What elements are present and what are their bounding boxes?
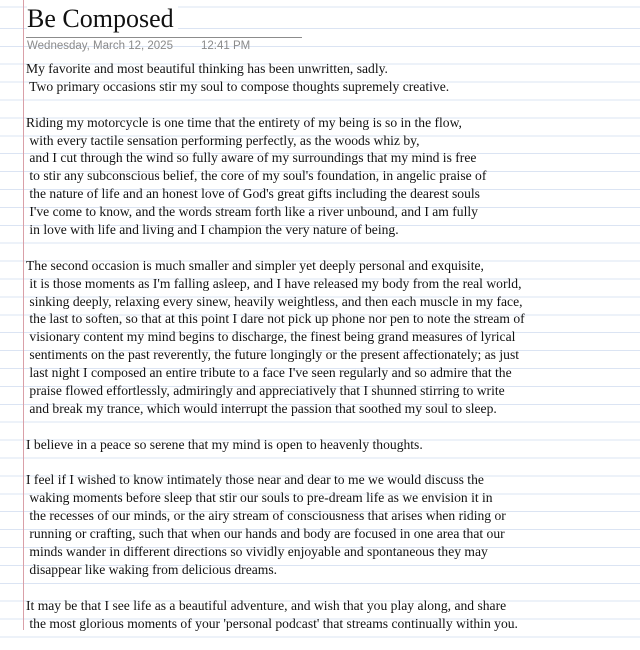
note-date: Wednesday, March 12, 2025 (27, 40, 173, 52)
note-paragraph (26, 114, 638, 239)
note-title[interactable]: Be Composed (27, 4, 178, 34)
note-text-line: visionary content my mind begins to discharge, the finest being grand measures of lyrical (26, 329, 516, 345)
note-paragraph (26, 471, 638, 578)
note-text-line: in love with life and living and I champion the very nature of being. (26, 222, 399, 238)
note-text-line: Riding my motorcycle is one time that the entirety of my being is so in the flow, (26, 114, 462, 130)
note-text-line: the recesses of our minds, or the airy stream of consciousness that arises when riding or (26, 508, 506, 524)
note-timestamp (27, 40, 250, 52)
note-text-line: waking moments before sleep that stir our souls to pre-dream life as we envision it in (26, 490, 493, 506)
note-text-line: last night I composed an entire tribute to a face I've seen regularly and so admire that the (26, 365, 512, 381)
note-text-line: I believe in a peace so serene that my mind is open to heavenly thoughts. (26, 436, 423, 452)
note-paragraph (26, 60, 638, 96)
note-text-line: It may be that I see life as a beautiful adventure, and wish that you play along, and share (26, 597, 507, 613)
note-time: 12:41 PM (200, 40, 251, 52)
note-text-line: The second occasion is much smaller and simpler yet deeply personal and exquisite, (26, 257, 484, 273)
note-paragraph (26, 257, 638, 418)
note-body[interactable] (26, 60, 638, 650)
note-text-line: sinking deeply, relaxing every sinew, heavily weightless, and then each muscle in my face, (26, 293, 523, 309)
title-divider (26, 37, 302, 38)
note-text-line: and I cut through the wind so fully aware of my surroundings that my mind is free (26, 150, 477, 166)
note-text-line: the most glorious moments of your 'personal podcast' that streams continually within you. (26, 615, 518, 631)
note-text-line: praise flowed effortlessly, admiringly and appreciatively that I shunned stirring to write (26, 383, 505, 399)
note-text-line: minds wander in different directions so vividly enjoyable and spontaneous they may (26, 544, 488, 560)
note-text-line: the last to soften, so that at this point I dare not pick up phone nor pen to note the stream of (26, 311, 525, 327)
note-paragraph (26, 436, 638, 454)
note-text-line: with every tactile sensation performing perfectly, as the woods whiz by, (26, 132, 420, 148)
note-text-line: I feel if I wished to know intimately those near and dear to me we would discuss the (26, 472, 484, 488)
note-text-line: My favorite and most beautiful thinking has been unwritten, sadly. (26, 61, 388, 76)
note-text-line: running or crafting, such that when our hands and body are focused in one area that our (26, 526, 505, 542)
note-text-line: to stir any subconscious belief, the core of my soul's foundation, in angelic praise of (26, 168, 487, 184)
note-text-line: it is those moments as I'm falling asleep, and I have released my body from the real world, (26, 275, 522, 291)
note-paragraph (26, 597, 638, 633)
note-text-line: the nature of life and an honest love of God's great gifts including the dearest souls (26, 186, 480, 202)
note-text-line: sentiments on the past reverently, the future longingly or the present affectionately; as just (26, 347, 520, 363)
note-text-line: I've come to know, and the words stream forth like a river unbound, and I am fully (26, 204, 478, 220)
note-text-line: disappear like waking from delicious dreams. (26, 561, 278, 577)
note-text-line: and break my trance, which would interrupt the passion that soothed my soul to sleep. (26, 400, 497, 416)
note-text-line: Two primary occasions stir my soul to compose thoughts supremely creative. (26, 78, 450, 94)
